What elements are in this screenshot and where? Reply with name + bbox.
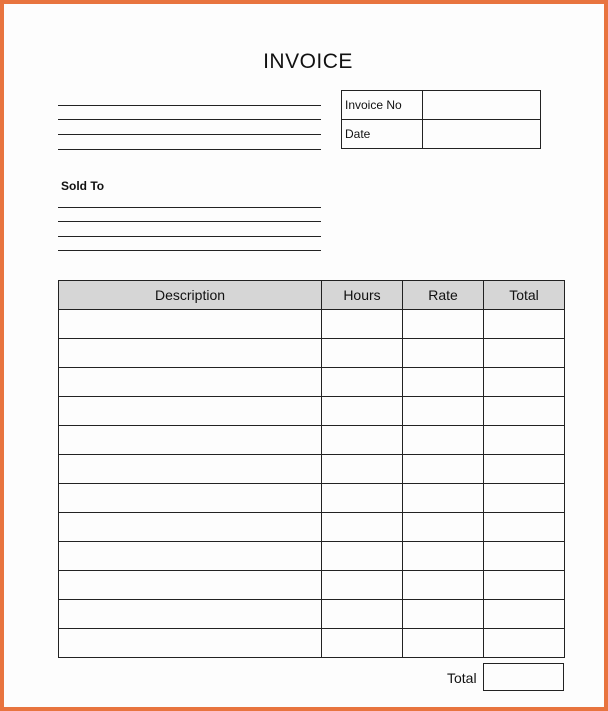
hours-cell[interactable] [322,571,403,600]
table-row [59,397,565,426]
description-cell[interactable] [59,484,322,513]
invoice-meta-table [341,90,541,149]
rate-cell[interactable] [403,513,484,542]
hours-cell[interactable] [322,426,403,455]
description-cell[interactable] [59,426,322,455]
rate-cell[interactable] [403,571,484,600]
total-cell[interactable] [484,542,565,571]
hours-cell[interactable] [322,542,403,571]
description-cell[interactable] [59,571,322,600]
sold-to-line[interactable] [58,236,321,237]
page-title: INVOICE [263,50,353,73]
hours-cell[interactable] [322,513,403,542]
table-row [59,484,565,513]
column-header-rate: Rate [403,281,484,310]
date-label: Date [342,120,423,149]
invoice-no-row [342,91,541,120]
total-cell[interactable] [484,571,565,600]
total-cell[interactable] [484,397,565,426]
description-cell[interactable] [59,455,322,484]
table-row [59,426,565,455]
rate-cell[interactable] [403,629,484,658]
total-cell[interactable] [484,339,565,368]
sold-to-line[interactable] [58,221,321,222]
line-items-table [58,280,565,658]
table-row [59,542,565,571]
description-cell[interactable] [59,629,322,658]
total-cell[interactable] [484,368,565,397]
table-row [59,600,565,629]
column-header-hours: Hours [322,281,403,310]
rate-cell[interactable] [403,484,484,513]
rate-cell[interactable] [403,397,484,426]
table-row [59,339,565,368]
column-header-description: Description [59,281,322,310]
invoice-no-field[interactable] [423,91,541,120]
sold-to-line[interactable] [58,250,321,251]
table-row [59,368,565,397]
from-address-line[interactable] [58,134,321,135]
description-cell[interactable] [59,368,322,397]
grand-total-label: Total [447,670,477,686]
description-cell[interactable] [59,513,322,542]
rate-cell[interactable] [403,339,484,368]
sold-to-label: Sold To [61,179,105,193]
grand-total-field[interactable] [483,663,564,691]
from-address-line[interactable] [58,119,321,120]
date-field[interactable] [423,120,541,149]
sold-to-line[interactable] [58,207,321,208]
description-cell[interactable] [59,397,322,426]
hours-cell[interactable] [322,310,403,339]
total-cell[interactable] [484,600,565,629]
description-cell[interactable] [59,600,322,629]
table-row [59,455,565,484]
total-cell[interactable] [484,629,565,658]
column-header-total: Total [484,281,565,310]
rate-cell[interactable] [403,455,484,484]
table-row [59,571,565,600]
hours-cell[interactable] [322,629,403,658]
total-cell[interactable] [484,484,565,513]
total-cell[interactable] [484,513,565,542]
description-cell[interactable] [59,542,322,571]
table-row [59,513,565,542]
from-address-line[interactable] [58,149,321,150]
hours-cell[interactable] [322,600,403,629]
hours-cell[interactable] [322,455,403,484]
rate-cell[interactable] [403,542,484,571]
total-cell[interactable] [484,426,565,455]
table-row [59,310,565,339]
date-row [342,120,541,149]
table-row [59,629,565,658]
description-cell[interactable] [59,339,322,368]
hours-cell[interactable] [322,397,403,426]
rate-cell[interactable] [403,310,484,339]
total-cell[interactable] [484,310,565,339]
rate-cell[interactable] [403,426,484,455]
rate-cell[interactable] [403,600,484,629]
hours-cell[interactable] [322,339,403,368]
total-cell[interactable] [484,455,565,484]
description-cell[interactable] [59,310,322,339]
invoice-no-label: Invoice No [342,91,423,120]
hours-cell[interactable] [322,368,403,397]
hours-cell[interactable] [322,484,403,513]
rate-cell[interactable] [403,368,484,397]
from-address-line[interactable] [58,105,321,106]
table-header-row [59,281,565,310]
